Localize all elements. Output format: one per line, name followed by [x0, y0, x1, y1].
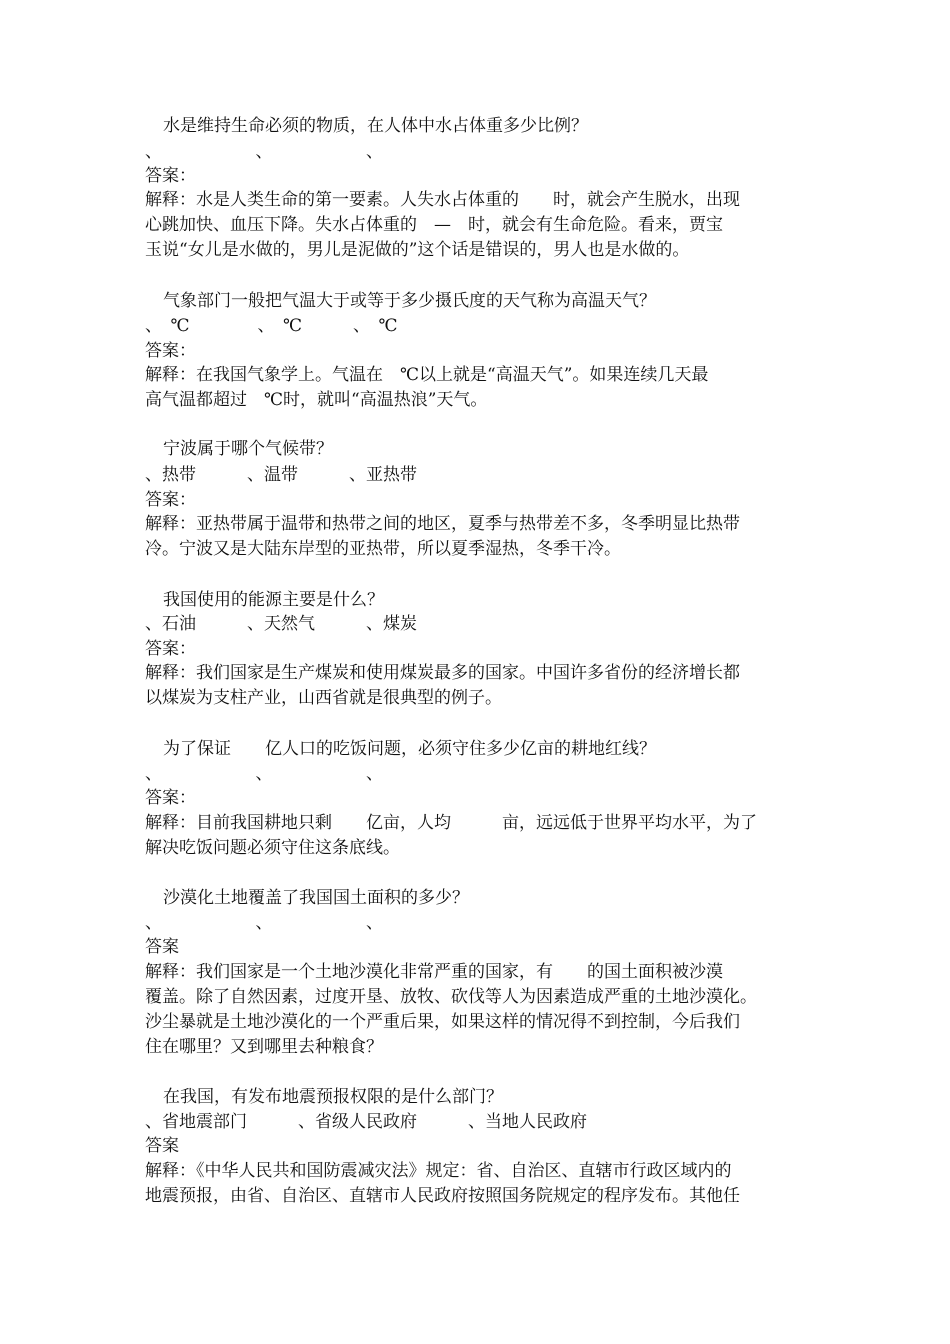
explanation-2-line-2: 高气温都超过 ℃时，就叫“高温热浪”天气。	[145, 390, 488, 410]
question-3: 宁波属于哪个气候带？	[163, 439, 333, 459]
explanation-6-line-3: 沙尘暴就是土地沙漠化的一个严重后果，如果这样的情况得不到控制，今后我们	[145, 1012, 740, 1032]
question-2: 气象部门一般把气温大于或等于多少摄氏度的天气称为高温天气？	[163, 291, 656, 311]
explanation-4-line-2: 以煤炭为支柱产业，山西省就是很典型的例子。	[145, 688, 502, 708]
answer-label-3: 答案：	[145, 490, 196, 510]
explanation-2-line-1: 解释：在我国气象学上。气温在 ℃以上就是“高温天气”。如果连续几天最	[145, 365, 709, 385]
explanation-5-line-2: 解决吃饭问题必须守住这条底线。	[145, 838, 400, 858]
answer-label-7: 答案	[145, 1136, 179, 1156]
explanation-4-line-1: 解释：我们国家是生产煤炭和使用煤炭最多的国家。中国许多省份的经济增长都	[145, 663, 740, 683]
explanation-3-line-2: 冷。宁波又是大陆东岸型的亚热带，所以夏季湿热，冬季干冷。	[145, 539, 621, 559]
question-5: 为了保证 亿人口的吃饭问题，必须守住多少亿亩的耕地红线？	[163, 739, 656, 759]
answer-label-6: 答案	[145, 937, 179, 957]
answer-label-5: 答案：	[145, 788, 196, 808]
explanation-1-line-2: 心跳加快、血压下降。失水占体重的 — 时，就会有生命危险。看来，贾宝	[145, 215, 723, 235]
explanation-7-line-1: 解释：《中华人民共和国防震减灾法》规定：省、自治区、直辖市行政区域内的	[145, 1161, 732, 1181]
explanation-6-line-1: 解释：我们国家是一个土地沙漠化非常严重的国家，有 的国土面积被沙漠	[145, 962, 723, 982]
options-1: 、 、 、	[145, 142, 383, 162]
explanation-1-line-3: 玉说“女儿是水做的，男儿是泥做的”这个话是错误的，男人也是水做的。	[145, 240, 690, 260]
options-3: 、热带 、温带 、亚热带	[145, 465, 417, 485]
question-4: 我国使用的能源主要是什么？	[163, 590, 384, 610]
options-7: 、省地震部门 、省级人民政府 、当地人民政府	[145, 1112, 587, 1132]
explanation-1-line-1: 解释：水是人类生命的第一要素。人失水占体重的 时，就会产生脱水，出现	[145, 190, 740, 210]
explanation-5-line-1: 解释：目前我国耕地只剩 亿亩，人均 亩，远远低于世界平均水平，为了	[145, 813, 757, 833]
options-6: 、 、 、	[145, 913, 383, 933]
explanation-6-line-4: 住在哪里？又到哪里去种粮食？	[145, 1037, 383, 1057]
explanation-7-line-2: 地震预报，由省、自治区、直辖市人民政府按照国务院规定的程序发布。其他任	[145, 1186, 740, 1206]
question-7: 在我国，有发布地震预报权限的是什么部门？	[163, 1087, 503, 1107]
explanation-6-line-2: 覆盖。除了自然因素，过度开垦、放牧、砍伐等人为因素造成严重的土地沙漠化。	[145, 987, 757, 1007]
options-4: 、石油 、天然气 、煤炭	[145, 614, 417, 634]
options-5: 、 、 、	[145, 764, 383, 784]
question-6: 沙漠化土地覆盖了我国国土面积的多少？	[163, 888, 469, 908]
answer-label-2: 答案：	[145, 341, 196, 361]
answer-label-4: 答案：	[145, 639, 196, 659]
answer-label-1: 答案：	[145, 166, 196, 186]
question-1: 水是维持生命必须的物质，在人体中水占体重多少比例？	[163, 116, 588, 136]
explanation-3-line-1: 解释：亚热带属于温带和热带之间的地区，夏季与热带差不多，冬季明显比热带	[145, 514, 740, 534]
options-2: 、 ℃ 、 ℃ 、 ℃	[145, 316, 398, 336]
